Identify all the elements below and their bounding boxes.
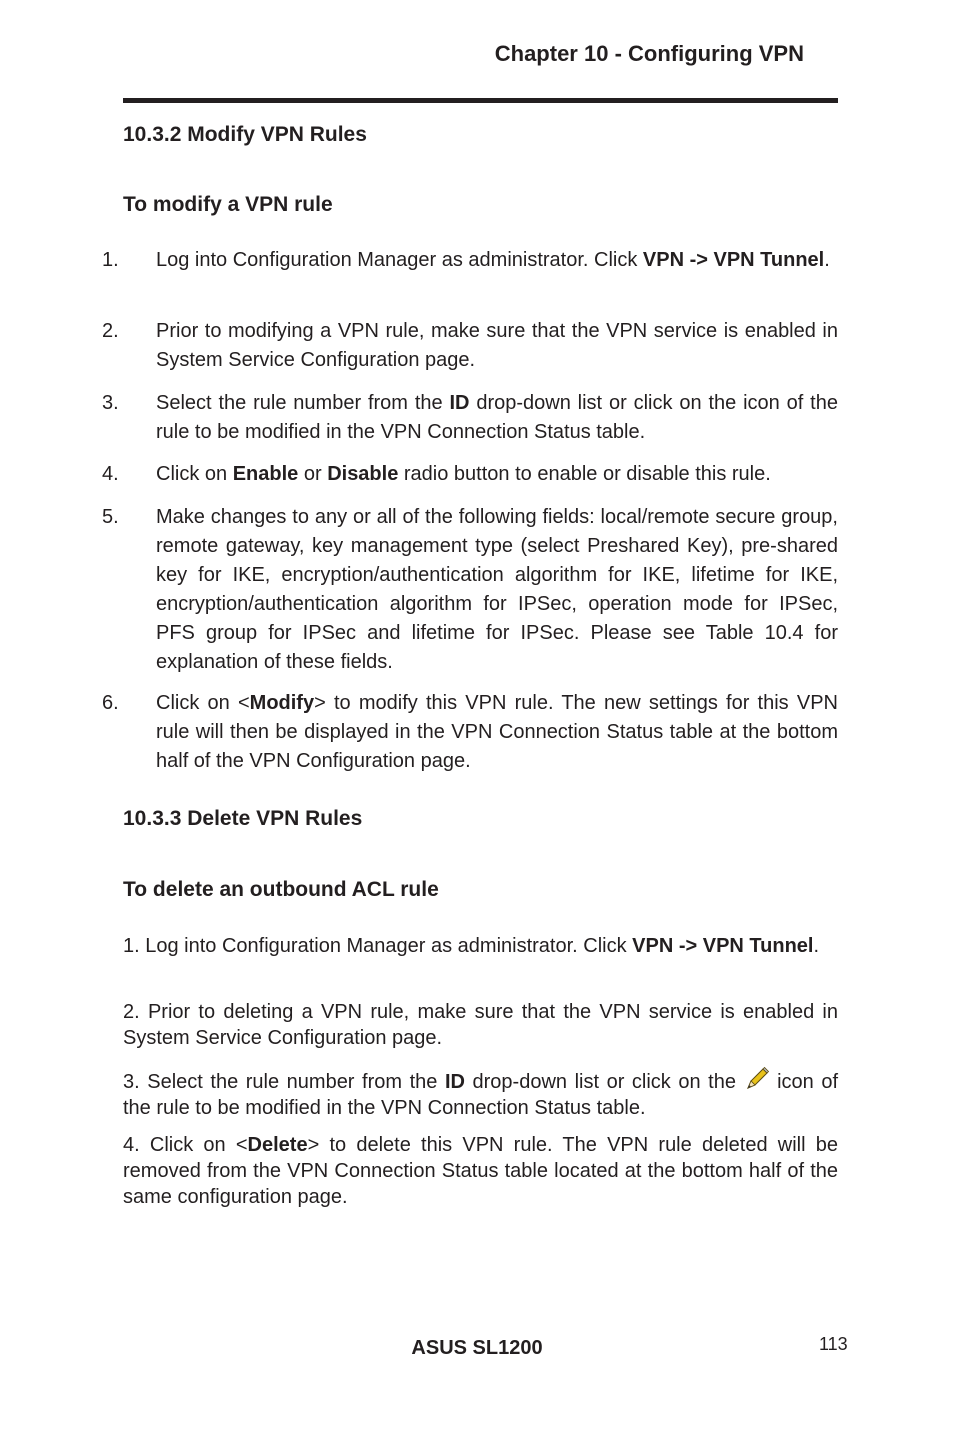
subheading-modify: To modify a VPN rule [123, 193, 333, 216]
delete-step-2: 2. Prior to deleting a VPN rule, make sure that the VPN service is enabled in System Service Configuration page. [123, 1001, 838, 1049]
modify-step-6: 6. Click on <Modify> to modify this VPN rule. The new settings for this VPN rule will then be displayed in the VPN Connection Status table at the bottom half of the VPN Configuration page. [102, 692, 838, 772]
delete-step-3: 3. Select the rule number from the ID drop-down list or click on the icon of the rule to be modified in the VPN Connection Status table. [123, 1066, 838, 1121]
chapter-title: Chapter 10 - Configuring VPN [494, 41, 804, 66]
modify-step-2: 2. Prior to modifying a VPN rule, make sure that the VPN service is enabled in System Service Configuration page. [102, 320, 838, 371]
modify-step-1: 1. Log into Configuration Manager as administrator. Click VPN -> VPN Tunnel. [102, 249, 830, 271]
footer-brand: ASUS SL1200 [411, 1337, 543, 1359]
modify-step-4: 4. Click on Enable or Disable radio button to enable or disable this rule. [102, 463, 771, 485]
section-heading-modify: 10.3.2 Modify VPN Rules [123, 123, 367, 146]
section-heading-delete: 10.3.3 Delete VPN Rules [123, 807, 363, 830]
pencil-icon [744, 1066, 770, 1092]
header-divider [123, 98, 838, 103]
modify-step-3: 3. Select the rule number from the ID drop-down list or click on the icon of the rule to be modified in the VPN Connection Status table. [102, 392, 838, 443]
page-number: 113 [819, 1334, 848, 1354]
subheading-delete: To delete an outbound ACL rule [123, 878, 439, 901]
modify-step-5: 5. Make changes to any or all of the following fields: local/remote secure group, remote gateway, key management type (select Preshared Key), pre-shared key for IKE, encryption/authentication algorithm for IKE, lifetime for IKE, encryption/authentication algorithm for IPSec, operation mode for IPSec, PFS group for IPSec and lifetime for IPSec. Please see Table 10.4 for explanation of these fields. [102, 506, 838, 673]
delete-step-4: 4. Click on <Delete> to delete this VPN rule. The VPN rule deleted will be removed from the VPN Connection Status table located at the bottom half of the same configuration page. [123, 1134, 838, 1208]
delete-step-1: 1. Log into Configuration Manager as administrator. Click VPN -> VPN Tunnel. [123, 935, 820, 957]
